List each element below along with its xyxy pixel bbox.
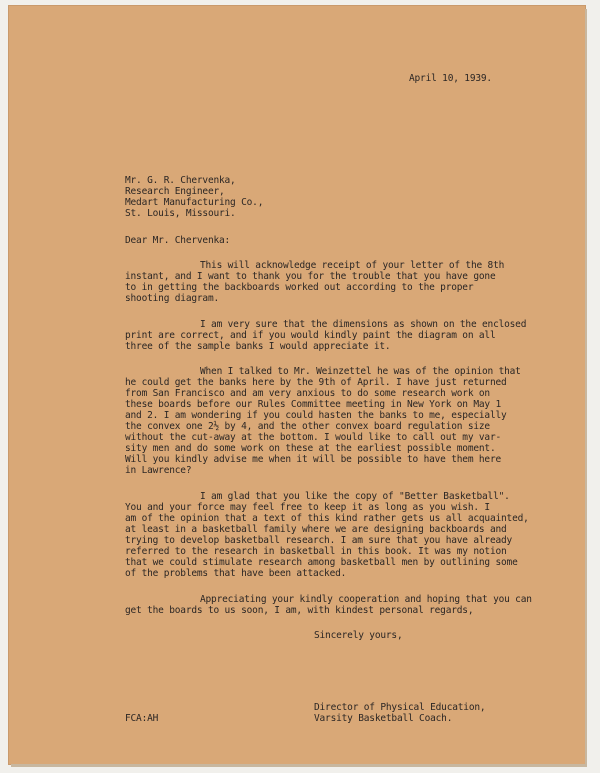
body-line: I am glad that you like the copy of "Better Basketball".	[200, 491, 510, 502]
salutation: Dear Mr. Chervenka:	[125, 235, 231, 246]
body-line: This will acknowledge receipt of your letter of the 8th	[200, 260, 505, 271]
body-line: the convex one 2½ by 4, and the other convex board regulation size	[125, 421, 490, 432]
body-line: I am very sure that the dimensions as shown on the enclosed	[200, 319, 527, 330]
closing: Sincerely yours,	[314, 630, 403, 641]
recipient-line: Mr. G. R. Chervenka,	[125, 175, 236, 186]
body-line: referred to the research in basketball in this book. It was my notion	[125, 546, 507, 557]
recipient-line: Medart Manufacturing Co.,	[125, 197, 264, 208]
body-line: to in getting the backboards worked out according to the proper	[125, 282, 474, 293]
body-line: these boards before our Rules Committee meeting in New York on May 1	[125, 399, 502, 410]
body-line: and 2. I am wondering if you could hasten the banks to me, especially	[125, 410, 507, 421]
signature-title-line: Director of Physical Education,	[314, 702, 486, 713]
body-line: trying to develop basketball research. I am sure that you have already	[125, 535, 513, 546]
reference-initials: FCA:AH	[125, 713, 159, 724]
body-line: instant, and I want to thank you for the trouble that you have gone	[125, 271, 496, 282]
body-line: Appreciating your kindly cooperation and hoping that you can	[200, 594, 532, 605]
body-line: shooting diagram.	[125, 293, 220, 304]
letter-date: April 10, 1939.	[409, 73, 492, 84]
body-line: three of the sample banks I would appreciate it.	[125, 341, 391, 352]
body-line: from San Francisco and am very anxious to do some research work on	[125, 388, 490, 399]
body-line: in Lawrence?	[125, 465, 192, 476]
body-line: get the boards to us soon, I am, with kindest personal regards,	[125, 605, 474, 616]
signature-title-line: Varsity Basketball Coach.	[314, 713, 453, 724]
body-line: sity men and do some work on these at the earliest possible moment.	[125, 443, 496, 454]
recipient-line: St. Louis, Missouri.	[125, 208, 236, 219]
body-line: print are correct, and if you would kindly paint the diagram on all	[125, 330, 496, 341]
body-line: Will you kindly advise me when it will be possible to have them here	[125, 454, 502, 465]
recipient-line: Research Engineer,	[125, 186, 225, 197]
body-line: You and your force may feel free to keep it as long as you wish. I	[125, 502, 490, 513]
body-line: of the problems that have been attacked.	[125, 568, 347, 579]
letter-page	[9, 6, 585, 764]
body-line: When I talked to Mr. Weinzettel he was of the opinion that	[200, 366, 521, 377]
body-line: that we could stimulate research among basketball men by outlining some	[125, 557, 518, 568]
body-line: he could get the banks here by the 9th of April. I have just returned	[125, 377, 507, 388]
body-line: at least in a basketball family where we are designing backboards and	[125, 524, 507, 535]
body-line: am of the opinion that a text of this kind rather gets us all acquainted,	[125, 513, 529, 524]
body-line: without the cut-away at the bottom. I would like to call out my var-	[125, 432, 502, 443]
